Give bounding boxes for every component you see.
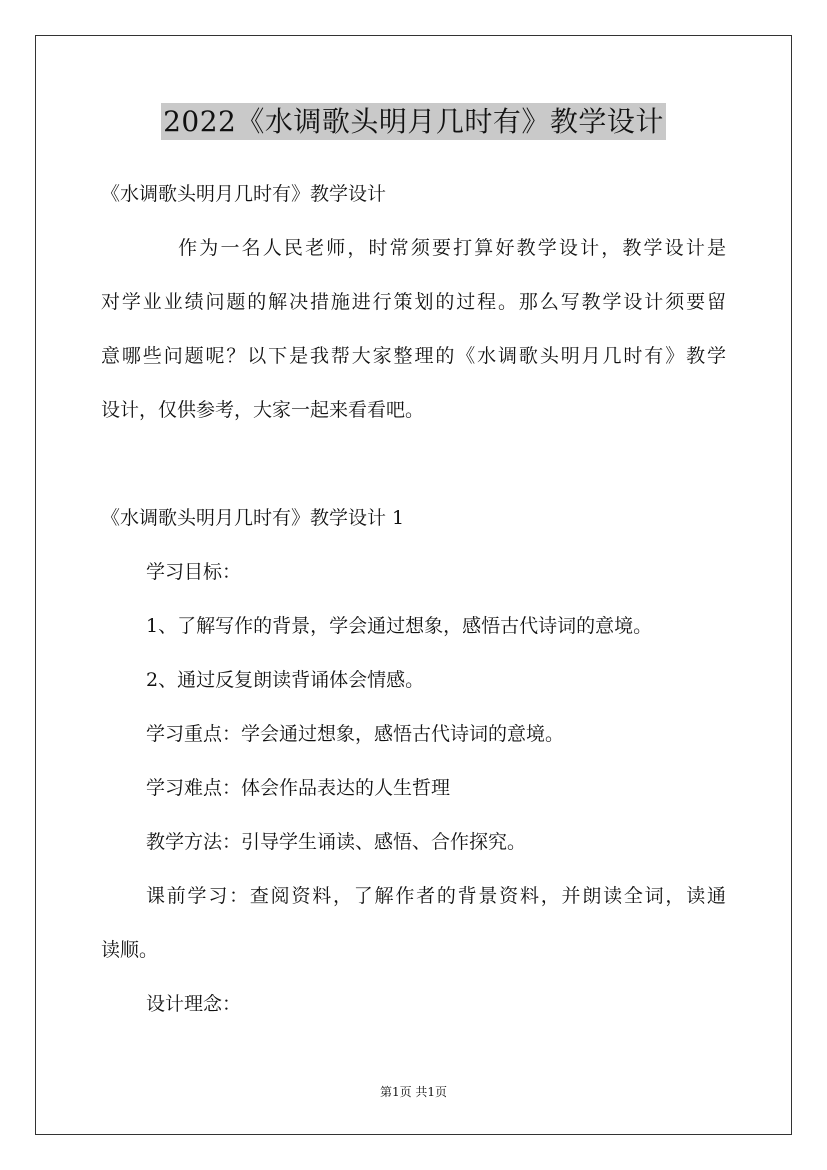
document-title (0, 97, 827, 147)
difficulty: 学习难点：体会作品表达的人生哲理 (146, 777, 451, 799)
intro-line-1: 作为一名人民老师，时常须要打算好教学设计，教学设计是 (176, 237, 726, 259)
prestudy-line-2: 读顺。 (101, 939, 159, 961)
section-heading: 《水调歌头明月几时有》教学设计 1 (101, 507, 405, 529)
teaching-method: 教学方法：引导学生诵读、感悟、合作探究。 (146, 831, 527, 853)
prestudy-line-1: 课前学习：查阅资料，了解作者的背景资料，并朗读全词，读通 (146, 885, 726, 907)
intro-line-3: 意哪些问题呢？以下是我帮大家整理的《水调歌头明月几时有》教学 (101, 345, 726, 367)
subtitle: 《水调歌头明月几时有》教学设计 (101, 183, 387, 205)
design-concept-label: 设计理念： (146, 993, 242, 1015)
page-number-footer: 第1页 共1页 (379, 1085, 448, 1099)
objectives-label: 学习目标： (146, 561, 242, 583)
intro-line-2: 对学业业绩问题的解决措施进行策划的过程。那么写教学设计须要留 (101, 291, 726, 313)
intro-line-4: 设计，仅供参考，大家一起来看看吧。 (101, 399, 425, 421)
document-title-text: 2022《水调歌头明月几时有》教学设计 (163, 105, 664, 138)
key-point: 学习重点：学会通过想象，感悟古代诗词的意境。 (146, 723, 565, 745)
objective-2: 2、通过反复朗读背诵体会情感。 (146, 669, 425, 691)
objective-1: 1、了解写作的背景，学会通过想象，感悟古代诗词的意境。 (146, 615, 653, 637)
